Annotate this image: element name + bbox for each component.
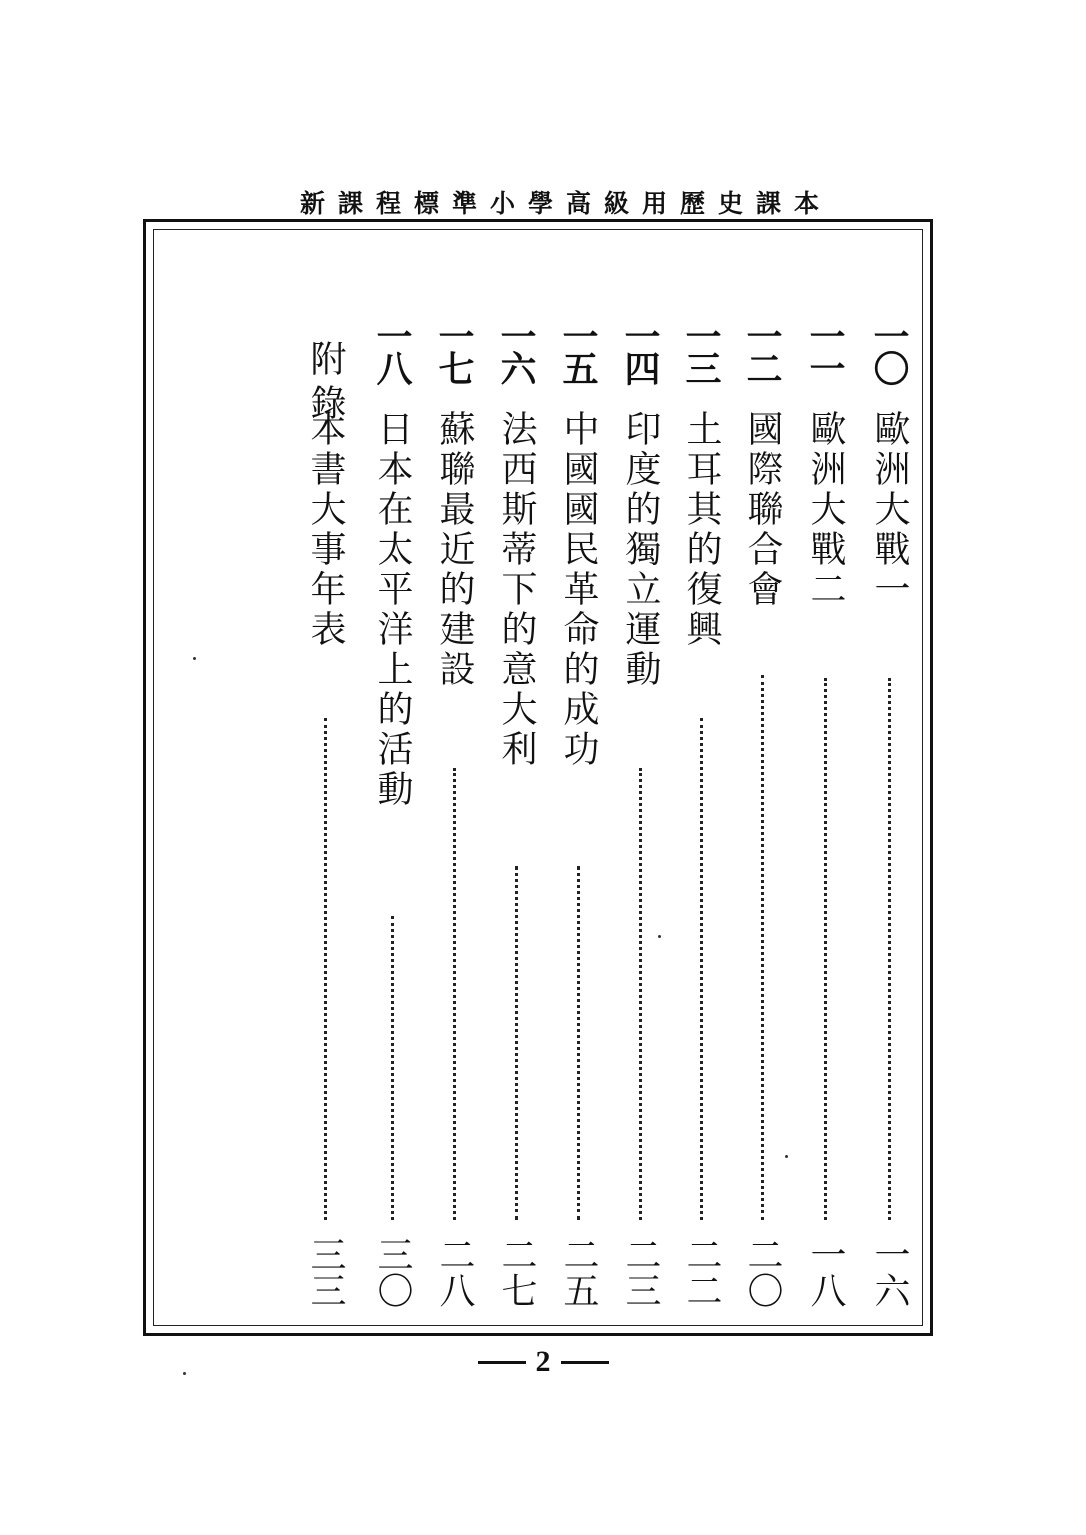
chapter-title: 土耳其的復興: [681, 410, 722, 650]
dot-leader: [888, 678, 891, 1220]
toc-entry: [367, 300, 419, 1320]
footer-rule-left: [478, 1361, 526, 1364]
dot-leader: [391, 916, 394, 1220]
toc-entry: [800, 300, 852, 1320]
chapter-number: 一一: [804, 318, 846, 382]
dot-leader: [577, 866, 580, 1220]
chapter-title: 印度的獨立運動: [620, 410, 661, 690]
scan-speck: [785, 1155, 788, 1158]
dot-leader: [700, 718, 703, 1220]
appendix-entry: [300, 300, 352, 1320]
toc-entry: [491, 300, 543, 1320]
chapter-page: 一八: [805, 1236, 846, 1308]
scan-speck: [193, 657, 196, 660]
chapter-page: 二二: [681, 1236, 722, 1308]
chapter-number: 一四: [619, 318, 661, 382]
toc-entry: [676, 300, 728, 1320]
toc-entry: [864, 300, 916, 1320]
chapter-page: 三〇: [372, 1236, 413, 1308]
toc-entry: [615, 300, 667, 1320]
chapter-title: 蘇聯最近的建設: [434, 410, 475, 690]
footer-page-number: 2: [535, 1345, 551, 1378]
chapter-page: 二五: [558, 1236, 599, 1308]
chapter-title: 歐洲大戰一: [869, 410, 910, 610]
chapter-number: 一二: [741, 318, 783, 382]
footer-rule-right: [561, 1361, 609, 1364]
dot-leader: [453, 768, 456, 1220]
chapter-title: 歐洲大戰二: [805, 410, 846, 610]
chapter-title: 日本在太平洋上的活動: [372, 410, 413, 810]
appendix-label: 附錄: [305, 340, 346, 428]
chapter-number: 一三: [680, 318, 722, 382]
chapter-page: 二〇: [742, 1236, 783, 1308]
chapter-title: 中國國民革命的成功: [558, 410, 599, 770]
header-title: 新課程標準小學高級用歷史課本: [300, 189, 833, 218]
chapter-number: 一〇: [868, 318, 910, 382]
chapter-number: 一八: [371, 318, 413, 382]
scan-speck: [658, 935, 661, 938]
dot-leader: [761, 675, 764, 1220]
toc-entry: [553, 300, 605, 1320]
dot-leader: [324, 718, 327, 1220]
toc-entry: [429, 300, 481, 1320]
scan-speck: [183, 1372, 186, 1375]
toc-entry: [737, 300, 789, 1320]
chapter-page: 二三: [620, 1236, 661, 1308]
chapter-number: 一五: [557, 318, 599, 382]
dot-leader: [639, 768, 642, 1220]
chapter-page: 一六: [869, 1236, 910, 1308]
appendix-page: 三三: [305, 1236, 346, 1308]
dot-leader: [824, 678, 827, 1220]
chapter-title: 國際聯合會: [742, 410, 783, 610]
appendix-title: 本書大事年表: [305, 410, 346, 650]
chapter-title: 法西斯蒂下的意大利: [496, 410, 537, 770]
chapter-number: 一七: [433, 318, 475, 382]
dot-leader: [515, 866, 518, 1220]
chapter-page: 二七: [496, 1236, 537, 1308]
footer-page-marker: [443, 1344, 643, 1380]
chapter-page: 二八: [434, 1236, 475, 1308]
chapter-number: 一六: [495, 318, 537, 382]
